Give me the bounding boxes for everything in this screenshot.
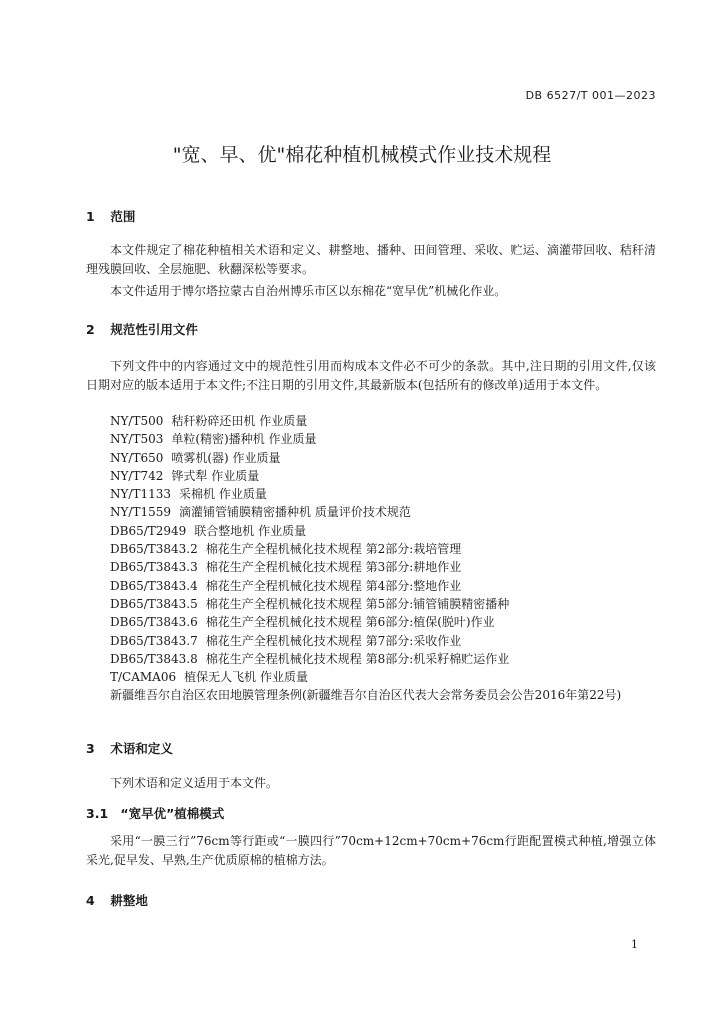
reference-item — [110, 522, 621, 540]
reference-item — [110, 650, 621, 668]
terms-paragraph: 下列术语和定义适用于本文件。 — [110, 776, 279, 790]
section-number: 4 — [86, 893, 95, 908]
reference-item — [110, 632, 621, 650]
section-title: 规范性引用文件 — [110, 322, 198, 337]
section-title: 范围 — [110, 209, 136, 224]
section-1-heading — [86, 207, 135, 225]
reference-title: 棉花生产全程机械化技术规程 第2部分:栽培管理 — [205, 542, 462, 557]
reference-item — [110, 686, 621, 704]
reference-title: 采棉机 作业质量 — [179, 487, 267, 502]
section-title: 术语和定义 — [110, 741, 173, 756]
reference-title: 滴灌铺管铺膜精密播种机 质量评价技术规范 — [179, 505, 411, 520]
reference-title: 联合整地机 作业质量 — [194, 523, 307, 538]
reference-code: NY/T1559 — [110, 505, 172, 520]
scope-paragraph: 本文件规定了棉花种植相关术语和定义、耕整地、播种、田间管理、采收、贮运、滴灌带回收、秸秆清理残膜回收、全层施肥、秋翻深松等要求。 — [86, 243, 656, 276]
reference-code: NY/T650 — [110, 450, 164, 465]
reference-code: NY/T503 — [110, 432, 164, 447]
reference-code: DB65/T3843.8 — [110, 651, 198, 666]
reference-item — [110, 467, 621, 485]
reference-item — [110, 577, 621, 595]
reference-code: DB65/T3843.2 — [110, 542, 198, 557]
reference-code: DB65/T3843.5 — [110, 596, 198, 611]
section-title: 耕整地 — [110, 893, 148, 908]
section-number: 1 — [86, 209, 95, 224]
reference-code: DB65/T3843.7 — [110, 633, 198, 648]
reference-code: NY/T742 — [110, 468, 164, 483]
reference-title: 棉花生产全程机械化技术规程 第6部分:植保(脱叶)作业 — [205, 615, 495, 630]
reference-code: T/CAMA06 — [110, 670, 177, 685]
reference-code: DB65/T3843.4 — [110, 578, 198, 593]
reference-title: 新疆维吾尔自治区农田地膜管理条例(新疆维吾尔自治区代表大会常务委员会公告2016年第22号) — [110, 688, 622, 703]
reference-title: 棉花生产全程机械化技术规程 第8部分:机采籽棉贮运作业 — [205, 651, 510, 666]
reference-item — [110, 412, 621, 430]
reference-item — [110, 558, 621, 576]
reference-title: 植保无人飞机 作业质量 — [184, 670, 308, 685]
reference-title: 单粒(精密)播种机 作业质量 — [171, 432, 317, 447]
page-number: 1 — [631, 938, 638, 951]
reference-item — [110, 503, 621, 521]
reference-title: 铧式犁 作业质量 — [171, 468, 260, 483]
section-4-heading — [86, 891, 148, 909]
reference-code: DB65/T2949 — [110, 523, 187, 538]
definition-paragraph: 采用“一膜三行”76cm等行距或“一膜四行”70cm+12cm+70cm+76cm行距配置模式种植,增强立体采光,促早发、早熟,生产优质原棉的植棉方法。 — [86, 834, 656, 867]
reference-item — [110, 430, 621, 448]
normative-references-paragraph: 下列文件中的内容通过文中的规范性引用而构成本文件必不可少的条款。其中,注日期的引用文件,仅该日期对应的版本适用于本文件;不注日期的引用文件,其最新版本(包括所有的修改单)适用于本文件。 — [86, 359, 656, 392]
section-number: 3 — [86, 741, 95, 756]
section-3-heading — [86, 739, 173, 757]
section-2-heading — [86, 320, 198, 338]
reference-title: 棉花生产全程机械化技术规程 第4部分:整地作业 — [205, 578, 462, 593]
reference-code: DB65/T3843.6 — [110, 615, 198, 630]
section-3-1-heading — [86, 804, 224, 822]
reference-code: NY/T500 — [110, 414, 164, 428]
reference-list — [110, 412, 621, 705]
reference-title: 棉花生产全程机械化技术规程 第7部分:采收作业 — [205, 633, 462, 648]
reference-item — [110, 613, 621, 631]
reference-item — [110, 540, 621, 558]
reference-code: DB65/T3843.3 — [110, 560, 198, 575]
section-number: 2 — [86, 322, 95, 337]
reference-code: NY/T1133 — [110, 487, 172, 502]
reference-item — [110, 485, 621, 503]
reference-title: 秸秆粉碎还田机 作业质量 — [171, 414, 308, 428]
reference-item — [110, 595, 621, 613]
document-title: "宽、早、优"棉花种植机械模式作业技术规程 — [172, 144, 552, 166]
reference-title: 棉花生产全程机械化技术规程 第3部分:耕地作业 — [205, 560, 462, 575]
section-number: 3.1 — [86, 806, 109, 821]
document-code: DB 6527/T 001—2023 — [525, 89, 656, 102]
scope-applicability-paragraph: 本文件适用于博尔塔拉蒙古自治州博乐市区以东棉花“宽早优”机械化作业。 — [110, 284, 507, 298]
reference-item — [110, 449, 621, 467]
reference-title: 棉花生产全程机械化技术规程 第5部分:铺管铺膜精密播种 — [205, 596, 510, 611]
section-title: “宽早优”植棉模式 — [120, 806, 225, 821]
reference-item — [110, 668, 621, 686]
reference-title: 喷雾机(器) 作业质量 — [171, 450, 281, 465]
